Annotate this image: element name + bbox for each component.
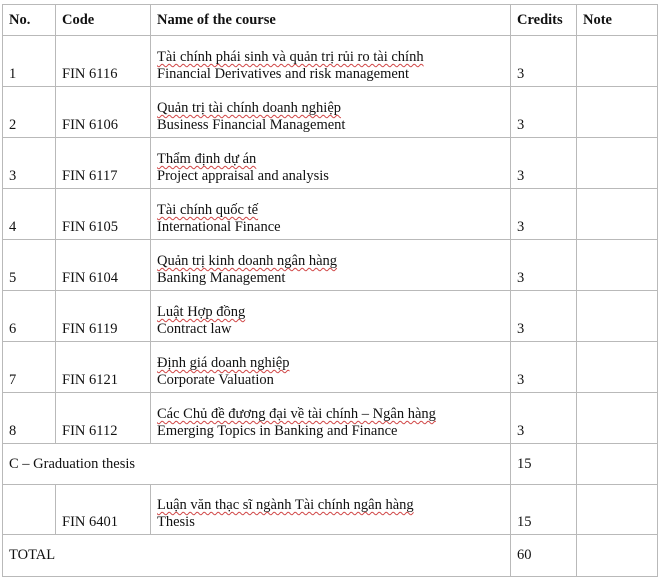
course-code: FIN 6116 — [56, 36, 151, 87]
section-row — [3, 444, 658, 485]
course-name-vi: Tài chính phái sinh và quản trị rủi ro tài chính — [157, 49, 424, 65]
section-note — [577, 444, 658, 485]
course-no: 4 — [3, 189, 56, 240]
total-row — [3, 535, 658, 577]
course-name-en: Contract law — [157, 321, 232, 337]
course-name-en: Financial Derivatives and risk management — [157, 66, 410, 82]
course-name-en: Banking Management — [157, 270, 286, 286]
course-name — [151, 393, 511, 444]
total-credits: 60 — [511, 535, 577, 577]
course-code: FIN 6119 — [56, 291, 151, 342]
course-name — [151, 138, 511, 189]
course-name-vi: Thẩm định dự án — [157, 151, 257, 167]
course-note — [577, 291, 658, 342]
course-credits: 3 — [511, 342, 577, 393]
thesis-note — [577, 485, 658, 535]
course-code: FIN 6121 — [56, 342, 151, 393]
course-name-vi: Tài chính quốc tế — [157, 202, 259, 218]
course-no: 5 — [3, 240, 56, 291]
header-code: Code — [56, 5, 151, 36]
table-row — [3, 393, 658, 444]
course-code: FIN 6112 — [56, 393, 151, 444]
header-row — [3, 5, 658, 36]
course-name-en: International Finance — [157, 219, 281, 235]
header-credits: Credits — [511, 5, 577, 36]
course-table — [2, 4, 658, 577]
total-label: TOTAL — [3, 535, 511, 577]
course-credits: 3 — [511, 189, 577, 240]
course-credits: 3 — [511, 138, 577, 189]
course-credits: 3 — [511, 240, 577, 291]
header-note: Note — [577, 5, 658, 36]
course-name-vi: Quản trị tài chính doanh nghiệp — [157, 100, 342, 116]
course-credits: 3 — [511, 393, 577, 444]
course-no: 7 — [3, 342, 56, 393]
course-name-vi: Luật Hợp đồng — [157, 304, 246, 320]
thesis-name-en: Thesis — [157, 514, 195, 530]
course-name — [151, 291, 511, 342]
course-note — [577, 393, 658, 444]
table-row — [3, 342, 658, 393]
course-name-en: Corporate Valuation — [157, 372, 274, 388]
course-name-en: Business Financial Management — [157, 117, 346, 133]
course-no: 3 — [3, 138, 56, 189]
course-no: 6 — [3, 291, 56, 342]
course-code: FIN 6105 — [56, 189, 151, 240]
course-name-vi: Định giá doanh nghiệp — [157, 355, 290, 371]
section-credits: 15 — [511, 444, 577, 485]
thesis-credits: 15 — [511, 485, 577, 535]
thesis-name — [151, 485, 511, 535]
table-row — [3, 138, 658, 189]
table-row — [3, 291, 658, 342]
course-note — [577, 138, 658, 189]
table-row — [3, 189, 658, 240]
course-code: FIN 6117 — [56, 138, 151, 189]
header-name: Name of the course — [151, 5, 511, 36]
table-row — [3, 87, 658, 138]
course-name-en: Project appraisal and analysis — [157, 168, 329, 184]
course-code: FIN 6106 — [56, 87, 151, 138]
header-no: No. — [3, 5, 56, 36]
total-note — [577, 535, 658, 577]
course-name — [151, 87, 511, 138]
table-row — [3, 240, 658, 291]
course-note — [577, 36, 658, 87]
table-row — [3, 36, 658, 87]
table-row — [3, 485, 658, 535]
course-note — [577, 342, 658, 393]
course-no: 2 — [3, 87, 56, 138]
thesis-code: FIN 6401 — [56, 485, 151, 535]
course-code: FIN 6104 — [56, 240, 151, 291]
course-note — [577, 87, 658, 138]
course-credits: 3 — [511, 291, 577, 342]
course-name — [151, 189, 511, 240]
course-no: 1 — [3, 36, 56, 87]
course-credits: 3 — [511, 36, 577, 87]
course-name-vi: Các Chủ đề đương đại về tài chính – Ngân hàng — [157, 406, 436, 422]
course-name — [151, 36, 511, 87]
thesis-no — [3, 485, 56, 535]
course-name-en: Emerging Topics in Banking and Finance — [157, 423, 398, 439]
course-note — [577, 240, 658, 291]
course-credits: 3 — [511, 87, 577, 138]
course-name-vi: Quản trị kinh doanh ngân hàng — [157, 253, 338, 269]
course-name — [151, 342, 511, 393]
course-no: 8 — [3, 393, 56, 444]
course-name — [151, 240, 511, 291]
section-label: C – Graduation thesis — [3, 444, 511, 485]
course-note — [577, 189, 658, 240]
thesis-name-vi: Luận văn thạc sĩ ngành Tài chính ngân hàng — [157, 497, 414, 513]
